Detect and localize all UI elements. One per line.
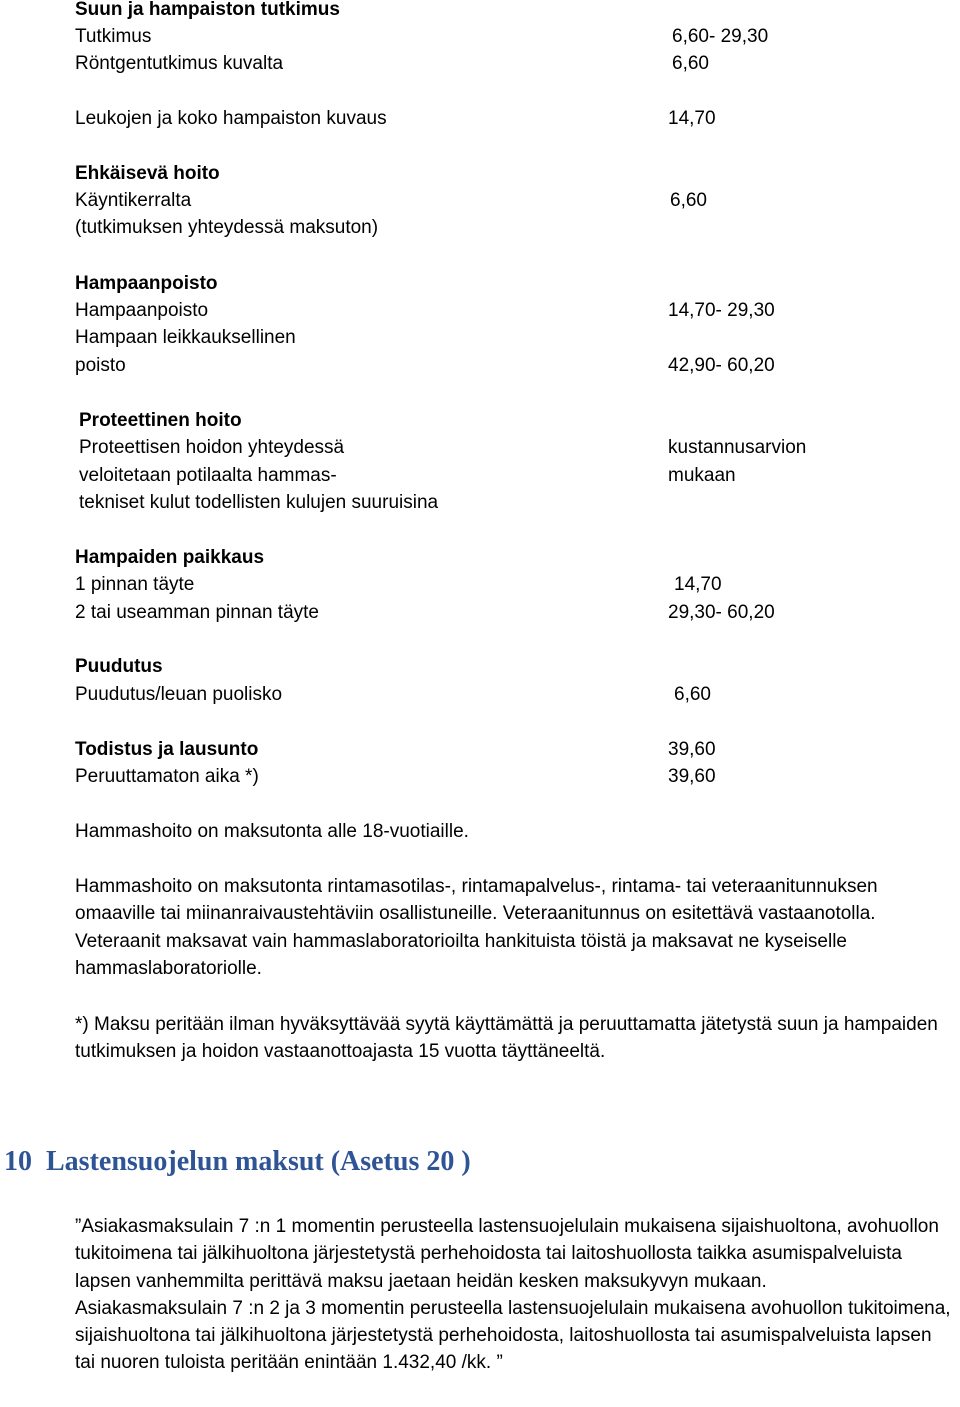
fee-price-peruuttamaton: 39,60 [668,766,716,787]
fee-price-kayntikerralta: 6,60 [670,190,707,211]
note-free-under-18: Hammashoito on maksutonta alle 18-vuotiaille. [75,821,469,842]
fee-note-maksuton: (tutkimuksen yhteydessä maksuton) [75,217,379,238]
note-missed-appointment-text: *) Maksu peritään ilman hyväksyttävää syytä käyttämättä ja peruuttamatta jätetystä suun ja hampaiden tutkimuksen ja hoidon vastaanottoajasta 15 vuotta täyttäneeltä. [75,1014,938,1063]
fee-label-kayntikerralta: Käyntikerralta [75,190,192,211]
fee-price-leukojen-kuvaus: 14,70 [668,108,716,129]
heading-todistus-ja-lausunto: Todistus ja lausunto [75,739,259,760]
heading-proteettinen-hoito: Proteettinen hoito [79,410,242,431]
section-paragraph-1: ”Asiakasmaksulain 7 :n 1 momentin perusteella lastensuojelulain mukaisena sijaishuoltona, avohuollon tukitoimena tai jälkihuoltona järjestetystä perhehoidosta tai laitoshuollosta taikka asumispalveluista lapsen vanhemmilta perittävä maksu jaetaan heidän kesken maksukyvyn mukaan. [75,1216,939,1292]
fee-price-kustannusarvion: kustannusarvion [668,437,807,458]
section-heading [4,1146,471,1178]
section-body [75,1213,955,1377]
fee-label-hampaanpoisto: Hampaanpoisto [75,300,209,321]
fee-label-1-pinnan: 1 pinnan täyte [75,574,195,595]
fee-label-poisto: poisto [75,355,126,376]
fee-price-todistus: 39,60 [668,739,716,760]
section-number: 10 [4,1146,32,1177]
heading-hampaiden-paikkaus: Hampaiden paikkaus [75,547,265,568]
fee-price-rontgen: 6,60 [672,53,709,74]
heading-ehkaiseva-hoito: Ehkäisevä hoito [75,163,220,184]
fee-label-proteettinen-1: Proteettisen hoidon yhteydessä [79,437,345,458]
fee-price-tutkimus: 6,60- 29,30 [672,26,769,47]
fee-label-leukojen-kuvaus: Leukojen ja koko hampaiston kuvaus [75,108,387,129]
fee-label-proteettinen-3: tekniset kulut todellisten kulujen suuruisina [79,492,439,513]
fee-label-peruuttamaton: Peruuttamaton aika *) [75,766,259,787]
heading-puudutus: Puudutus [75,656,163,677]
fee-price-poisto: 42,90- 60,20 [668,355,775,376]
heading-suun-ja-hampaiston-tutkimus: Suun ja hampaiston tutkimus [75,0,340,20]
heading-hampaanpoisto: Hampaanpoisto [75,273,218,294]
fee-label-leikkauksellinen: Hampaan leikkauksellinen [75,327,296,348]
fee-label-puudutus: Puudutus/leuan puolisko [75,684,283,705]
fee-label-proteettinen-2: veloitetaan potilaalta hammas- [79,465,337,486]
note-missed-appointment [75,1011,955,1066]
fee-label-2-pinnan: 2 tai useamman pinnan täyte [75,602,319,623]
section-paragraph-2: Asiakasmaksulain 7 :n 2 ja 3 momentin perusteella lastensuojelulain mukaisena avohuollon tukitoimena, sijaishuoltona tai jälkihuoltona järjestetystä perhehoidosta, laitoshuollosta tai asumispalveluista lapsen tai nuoren tuloista peritään enintään 1.432,40 /kk. ” [75,1297,951,1374]
fee-price-1-pinnan: 14,70 [674,574,722,595]
fee-price-2-pinnan: 29,30- 60,20 [668,602,775,623]
section-title: Lastensuojelun maksut (Asetus 20 ) [46,1146,471,1177]
fee-label-tutkimus: Tutkimus [75,26,152,47]
fee-price-hampaanpoisto: 14,70- 29,30 [668,300,775,321]
note-veterans [75,873,955,982]
fee-price-puudutus: 6,60 [674,684,711,705]
fee-label-rontgen: Röntgentutkimus kuvalta [75,53,284,74]
note-veterans-text: Hammashoito on maksutonta rintamasotilas-, rintamapalvelus-, rintama- tai veteraanitunnuksen omaaville tai miinanraivaustehtäviin osallistuneille. Veteraanitunnus on esitettävä vastaanotolla. Veteraanit maksavat vain hammaslaboratorioilta hankituista töistä ja maksavat ne kyseiselle hammaslaboratoriolle. [75,876,878,979]
fee-price-mukaan: mukaan [668,465,736,486]
